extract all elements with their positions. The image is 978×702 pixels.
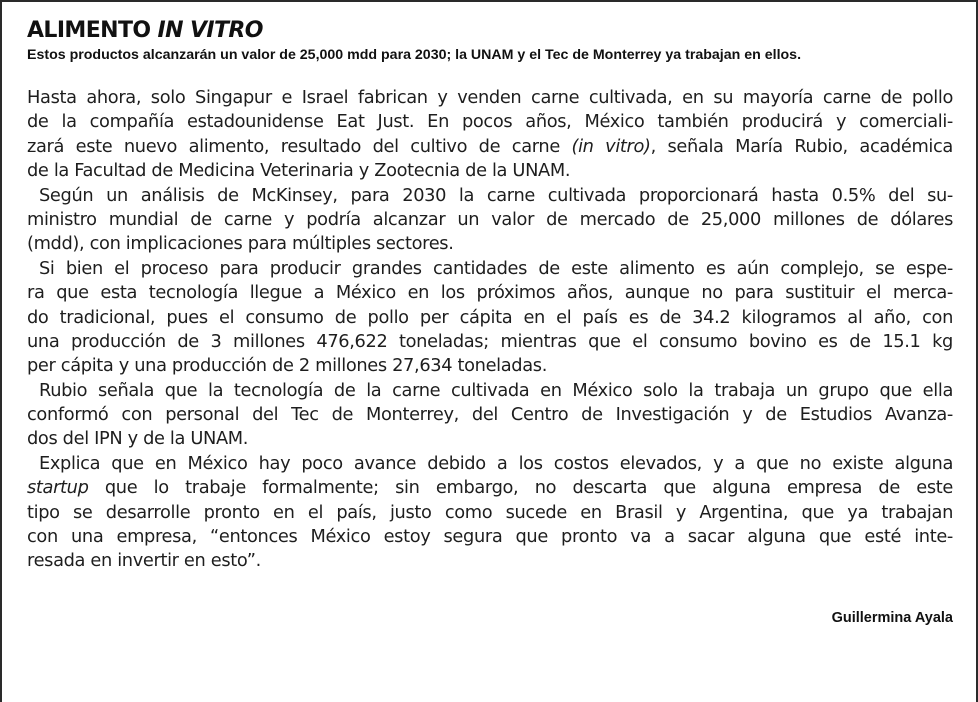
headline-main: ALIMENTO [27,18,151,43]
body-line [27,135,953,159]
headline [27,18,953,44]
body-text: que lo trabaje formalmente; sin embargo, no descarta que alguna empresa de este [88,477,953,499]
body-line: Explica que en México hay poco avance debido a los costos elevados, y a que no existe alguna [39,452,953,474]
body-italic-text: startup [27,477,89,499]
body-line: Hasta ahora, solo Singapur e Israel fabrican y venden carne cultivada, en su mayoría carne de pollo [27,87,953,108]
body-line: resada en invertir en esto”. [27,550,261,572]
article-body [27,86,953,574]
body-line: Según un análisis de McKinsey, para 2030 la carne cultivada proporcionará hasta 0.5% del su- [39,184,953,206]
body-line: dos del IPN y de la UNAM. [27,428,249,450]
body-line: (mdd), con implicaciones para múltiples sectores. [27,233,454,255]
body-line: de la Facultad de Medicina Veterinaria y Zootecnia de la UNAM. [27,160,571,182]
body-line: Rubio señala que la tecnología de la carne cultivada en México solo la trabaja un grupo que ella [39,379,953,401]
body-italic-text: (in vitro) [571,135,651,157]
body-line: do tradicional, pues el consumo de pollo per cápita en el país es de 34.2 kilogramos al año, con [27,306,953,328]
body-line [27,476,953,500]
subtitle: Estos productos alcanzarán un valor de 25,000 mdd para 2030; la UNAM y el Tec de Monterrey ya trabajan en ellos. [27,47,802,63]
body-text: zará este nuevo alimento, resultado del cultivo de carne [27,135,572,157]
body-line: una producción de 3 millones 476,622 toneladas; mientras que el consumo bovino es de 15.1 kg [27,330,953,352]
body-line: per cápita y una producción de 2 millones 27,634 toneladas. [27,355,548,377]
body-line: ra que esta tecnología llegue a México en los próximos años, aunque no para sustituir el merca- [27,282,953,304]
byline-author: Guillermina Ayala [831,610,953,626]
body-line: ministro mundial de carne y podría alcanzar un valor de mercado de 25,000 millones de dólares [27,208,953,230]
body-line: de la compañía estadounidense Eat Just. En pocos años, México también producirá y comerciali- [27,111,953,133]
headline-italic: IN VITRO [157,18,263,43]
body-text: , señala María Rubio, académica [650,135,953,157]
body-line: tipo se desarrolle pronto en el país, justo como sucede en Brasil y Argentina, que ya trabajan [27,501,953,523]
body-line: Si bien el proceso para producir grandes cantidades de este alimento es aún complejo, se espe- [39,257,953,279]
body-line: con una empresa, “entonces México estoy segura que pronto va a sacar alguna que esté inte- [27,526,953,548]
body-line: conformó con personal del Tec de Monterrey, del Centro de Investigación y de Estudios Avanza- [27,404,953,426]
article [27,18,953,574]
